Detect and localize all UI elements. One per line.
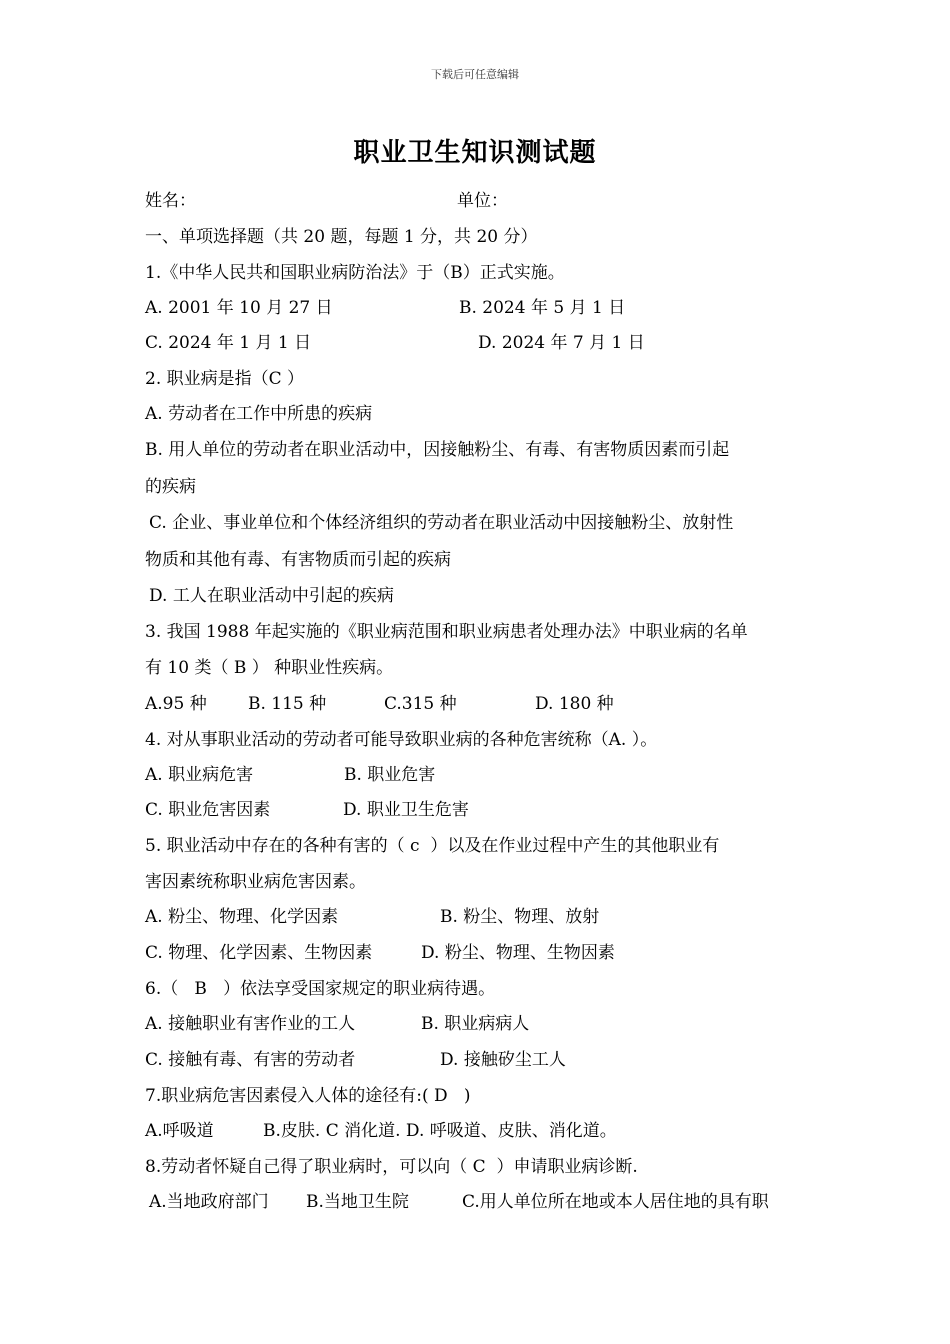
question-2-option-d: D. 工人在职业活动中引起的疾病 (149, 586, 394, 606)
question-7-stem: 7.职业病危害因素侵入人体的途径有:( D ) (145, 1086, 471, 1106)
question-6-option-a: A. 接触职业有害作业的工人 (145, 1014, 356, 1034)
question-1-stem: 1.《中华人民共和国职业病防治法》于（B）正式实施。 (145, 263, 565, 283)
question-6-option-c: C. 接触有毒、有害的劳动者 (145, 1050, 356, 1070)
question-2-stem: 2. 职业病是指（C ） (145, 369, 305, 389)
unit-label: 单位： (457, 191, 508, 211)
question-3-stem-line2: 有 10 类（ B ） 种职业性疾病。 (145, 658, 394, 678)
question-6-option-b: B. 职业病病人 (421, 1014, 530, 1034)
question-6-stem: 6.（ B ）依法享受国家规定的职业病待遇。 (145, 979, 496, 999)
question-4-option-a: A. 职业病危害 (145, 765, 254, 785)
question-4-option-b: B. 职业危害 (344, 765, 436, 785)
question-1-option-a: A. 2001 年 10 月 27 日 (145, 298, 333, 318)
question-2-option-a: A. 劳动者在工作中所患的疾病 (145, 404, 373, 424)
question-5-option-c: C. 物理、化学因素、生物因素 (145, 943, 373, 963)
question-1-option-c: C. 2024 年 1 月 1 日 (145, 333, 312, 353)
name-label: 姓名： (145, 191, 196, 211)
question-7-options-rest: B.皮肤. C 消化道. D. 呼吸道、皮肤、消化道。 (263, 1121, 617, 1141)
question-3-option-d: D. 180 种 (535, 694, 614, 714)
question-4-option-c: C. 职业危害因素 (145, 800, 271, 820)
question-5-option-d: D. 粉尘、物理、生物因素 (421, 943, 615, 963)
header-note: 下载后可任意编辑 (431, 68, 519, 81)
question-8-option-c: C.用人单位所在地或本人居住地的具有职 (462, 1192, 769, 1212)
question-5-option-b: B. 粉尘、物理、放射 (440, 907, 600, 927)
question-2-option-c-line1: C. 企业、事业单位和个体经济组织的劳动者在职业活动中因接触粉尘、放射性 (149, 513, 734, 533)
question-3-option-a: A.95 种 (145, 694, 207, 714)
question-8-stem: 8.劳动者怀疑自己得了职业病时，可以向（ C ）申请职业病诊断. (145, 1157, 638, 1177)
question-2-option-c-line2: 物质和其他有毒、有害物质而引起的疾病 (145, 550, 451, 570)
page-title: 职业卫生知识测试题 (353, 138, 597, 168)
question-6-option-d: D. 接触矽尘工人 (440, 1050, 566, 1070)
question-5-option-a: A. 粉尘、物理、化学因素 (145, 907, 339, 927)
question-1-option-b: B. 2024 年 5 月 1 日 (459, 298, 626, 318)
question-1-option-d: D. 2024 年 7 月 1 日 (478, 333, 645, 353)
question-2-option-b-line2: 的疾病 (145, 477, 196, 497)
question-4-stem: 4. 对从事职业活动的劳动者可能导致职业病的各种危害统称（A. ）。 (145, 730, 658, 750)
question-4-option-d: D. 职业卫生危害 (343, 800, 469, 820)
section-heading: 一、单项选择题（共 20 题，每题 1 分，共 20 分） (145, 227, 538, 247)
question-3-stem-line1: 3. 我国 1988 年起实施的《职业病范围和职业病患者处理办法》中职业病的名单 (145, 622, 748, 642)
question-8-option-b: B.当地卫生院 (306, 1192, 409, 1212)
question-3-option-c: C.315 种 (384, 694, 457, 714)
question-5-stem-line1: 5. 职业活动中存在的各种有害的（ c ）以及在作业过程中产生的其他职业有 (145, 836, 720, 856)
question-8-option-a: A.当地政府部门 (149, 1192, 269, 1212)
question-2-option-b-line1: B. 用人单位的劳动者在职业活动中，因接触粉尘、有毒、有害物质因素而引起 (145, 440, 730, 460)
question-7-option-a: A.呼吸道 (145, 1121, 214, 1141)
question-5-stem-line2: 害因素统称职业病危害因素。 (145, 872, 366, 892)
question-3-option-b: B. 115 种 (248, 694, 327, 714)
